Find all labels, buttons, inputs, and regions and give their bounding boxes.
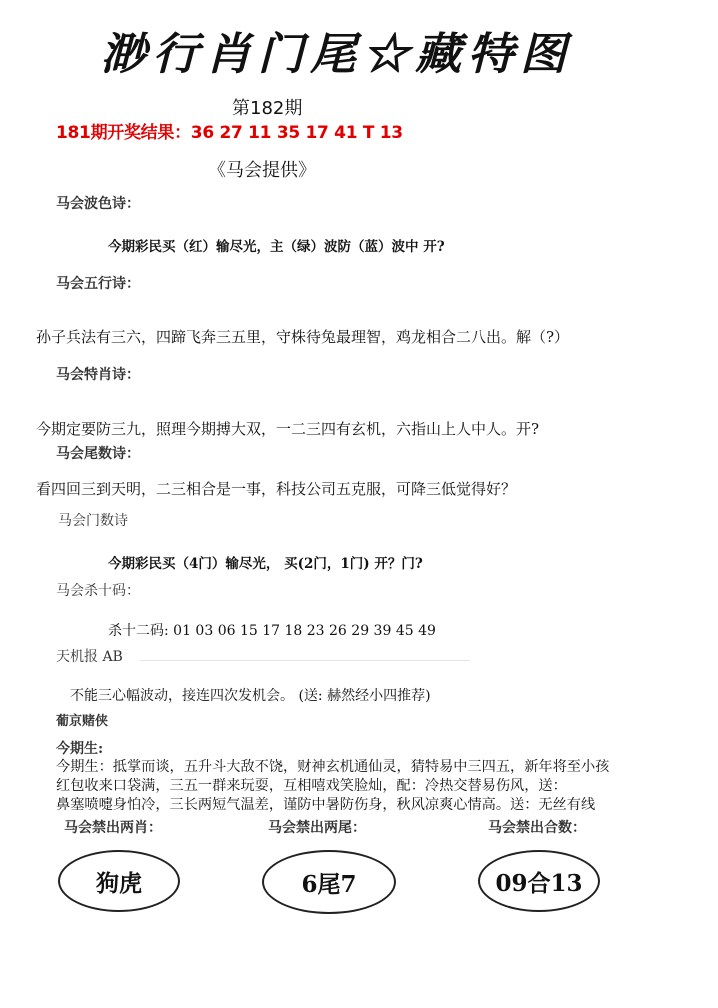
page-title: 渺行肖门尾☆藏特图	[100, 29, 573, 80]
today-line: 鼻塞喷嚏身怕冷，三长两短气温差，谨防中暑防伤身，秋风凉爽心情高。送：无丝有线	[56, 797, 596, 813]
banned-tail-oval	[262, 850, 396, 914]
banned-zodiac-label: 马会禁出两肖：	[64, 820, 162, 836]
kill-numbers-text: 杀十二码: 01 03 06 15 17 18 23 26 29 39 45 49	[108, 623, 436, 639]
five-elements-text: 孙子兵法有三六，四蹄飞奔三五里，守株待兔最理智，鸡龙相合二八出。解（?）	[36, 328, 570, 346]
banned-tail-label: 马会禁出两尾：	[268, 820, 366, 836]
banned-tail-value: 6尾7	[301, 870, 357, 898]
door-poem-label: 马会门数诗	[58, 513, 128, 529]
previous-result: 181期开奖结果：36 27 11 35 17 41 T 13	[56, 123, 403, 143]
zodiac-poem-label: 马会特肖诗：	[56, 367, 140, 383]
wave-poem-label: 马会波色诗：	[56, 196, 140, 212]
sky-report-label: 天机报 AB	[56, 649, 123, 665]
zodiac-poem-text: 今期定要防三九，照理今期搏大双，一二三四有玄机，六指山上人中人。开?	[36, 420, 540, 438]
kill-numbers-label: 马会杀十码：	[56, 583, 140, 599]
banned-combo-value: 09合13	[495, 869, 583, 897]
today-line: 今期生：抵掌而谈，五升斗大敌不饶，财神玄机通仙灵，猜特易中三四五，新年将至小孩	[56, 759, 610, 775]
tail-poem-label: 马会尾数诗：	[56, 446, 140, 462]
door-poem-text: 今期彩民买（4门）输尽光， 买(2门，1门) 开？门?	[108, 556, 423, 572]
banned-combo-label: 马会禁出合数：	[488, 820, 586, 836]
today-label: 今期生:	[56, 741, 104, 757]
provider: 《马会提供》	[208, 160, 316, 181]
casino-label: 葡京赌侠	[56, 714, 109, 729]
divider	[140, 660, 470, 661]
tail-poem-text: 看四回三到天明，二三相合是一事，科技公司五克服，可降三低觉得好？	[36, 480, 517, 498]
today-line: 红包收来口袋满，三五一群来玩耍，互相嘻戏笑脸灿，配：冷热交替易伤风，送：	[56, 778, 567, 794]
banned-zodiac-value: 狗虎	[96, 869, 142, 897]
issue-number: 第182期	[232, 98, 303, 119]
wave-poem-text: 今期彩民买（红）输尽光，主（绿）波防（蓝）波中 开?	[108, 239, 445, 255]
banned-zodiac-oval	[58, 850, 180, 912]
five-elements-label: 马会五行诗：	[56, 276, 140, 292]
sky-report-text: 不能三心幅波动，接连四次发机会。 (送: 赫然经小四推荐)	[70, 688, 431, 704]
banned-combo-oval	[478, 850, 600, 912]
